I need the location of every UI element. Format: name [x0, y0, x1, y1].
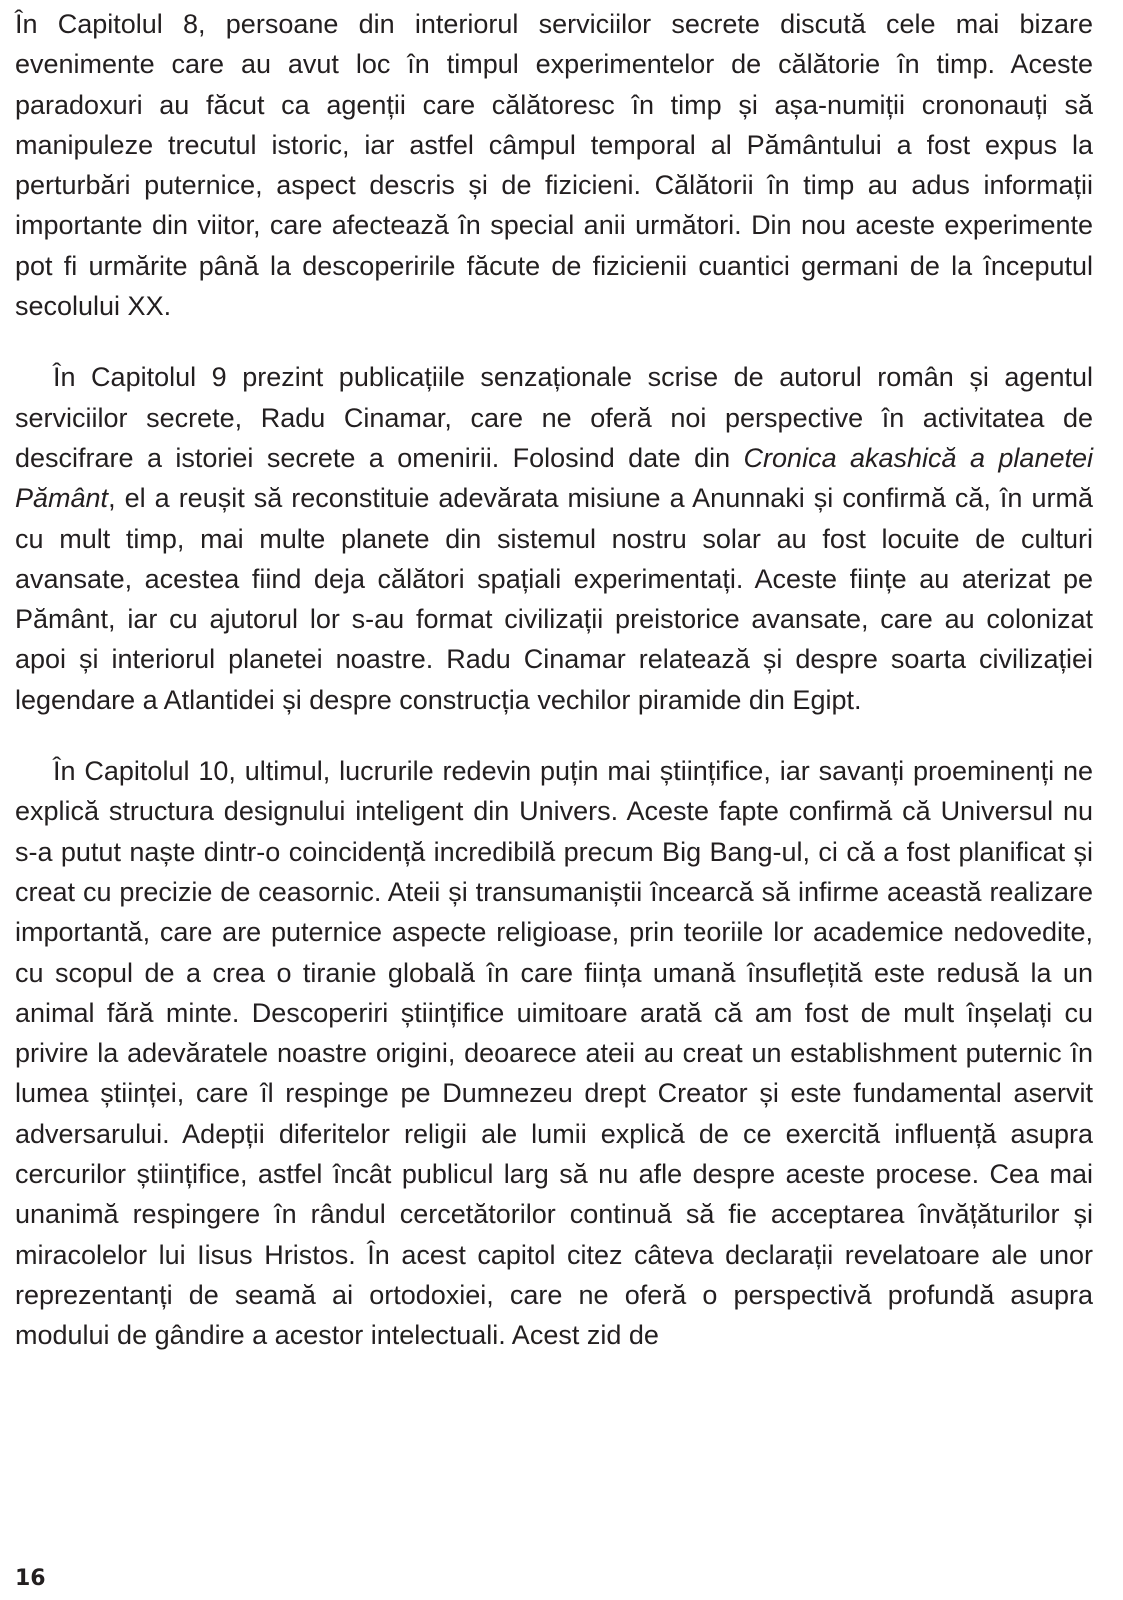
paragraph-chapter-8-text: În Capitolul 8, persoane din interiorul serviciilor secrete discută cele mai bizare evenimente care au avut loc în timpul experimentelor de călătorie în timp. Aceste paradoxuri au făcut ca agenții care călătoresc în timp și așa-numiții crononauți să manipuleze trecutul istoric, iar astfel câmpul temporal al Pământului a fost expus la perturbări puternice, aspect descris și de fizicieni. Călătorii în timp au adus informații importante din viitor, care afectează în special anii următori. Din nou aceste experimente pot fi urmărite până la descoperirile făcute de fizicienii cuantici germani de la începutul secolului XX.	[15, 9, 1093, 322]
body-text	[15, 4, 1093, 1356]
page-number: 16	[15, 1566, 46, 1591]
paragraph-chapter-9	[15, 357, 1093, 720]
paragraph-chapter-9-text-end: , el a reușit să reconstituie adevărata misiune a Anunnaki și confirmă că, în urmă cu mult timp, mai multe planete din sistemul nostru solar au fost locuite de culturi avansate, acestea fiind deja călători spațiali experimentați. Aceste ființe au aterizat pe Pământ, iar cu ajutorul lor s-au format civilizații preistorice avansate, care au colonizat apoi și interiorul planetei noastre. Radu Cinamar relatează și despre soarta civilizației legendare a Atlantidei și despre construcția vechilor piramide din Egipt.	[15, 483, 1093, 715]
book-title-italic: Cronica akashică a planetei Pământ	[15, 442, 1093, 514]
book-page	[15, 0, 1093, 1600]
paragraph-chapter-8	[15, 4, 1093, 326]
paragraph-chapter-9-text-start: În Capitolul 9 prezint publicațiile senzaționale scrise de autorul român și agentul serviciilor secrete, Radu Cinamar, care ne oferă noi perspective în activitatea de descifrare a istoriei secrete a omenirii. Folosind date din	[15, 362, 1093, 473]
paragraph-chapter-10-text: În Capitolul 10, ultimul, lucrurile redevin puțin mai științifice, iar savanți proeminenți ne explică structura designului inteligent din Univers. Aceste fapte confirmă că Universul nu s-a putut naște dintr-o coincidență incredibilă precum Big Bang-ul, ci că a fost planificat și creat cu precizie de ceasornic. Ateii și transumaniștii încearcă să infirme această realizare importantă, care are puternice aspecte religioase, prin teoriile lor academice nedovedite, cu scopul de a crea o tiranie globală în care ființa umană însuflețită este redusă la un animal fără minte. Descoperiri științifice uimitoare arată că am fost de mult înșelați cu privire la adevăratele noastre origini, deoarece ateii au creat un establishment puternic în lumea științei, care îl respinge pe Dumnezeu drept Creator și este fundamental aservit adversarului. Adepții diferitelor religii ale lumii explică de ce exercită influență asupra cercurilor științifice, astfel încât publicul larg să nu afle despre aceste procese. Cea mai unanimă respingere în rândul cercetătorilor continuă să fie acceptarea învățăturilor și miracolelor lui Iisus Hristos. În acest capitol citez câteva declarații revelatoare ale unor reprezentanți de seamă ai ortodoxiei, care ne oferă o perspectivă profundă asupra modului de gândire a acestor intelectuali. Acest zid de	[15, 756, 1093, 1351]
paragraph-chapter-10	[15, 751, 1093, 1355]
